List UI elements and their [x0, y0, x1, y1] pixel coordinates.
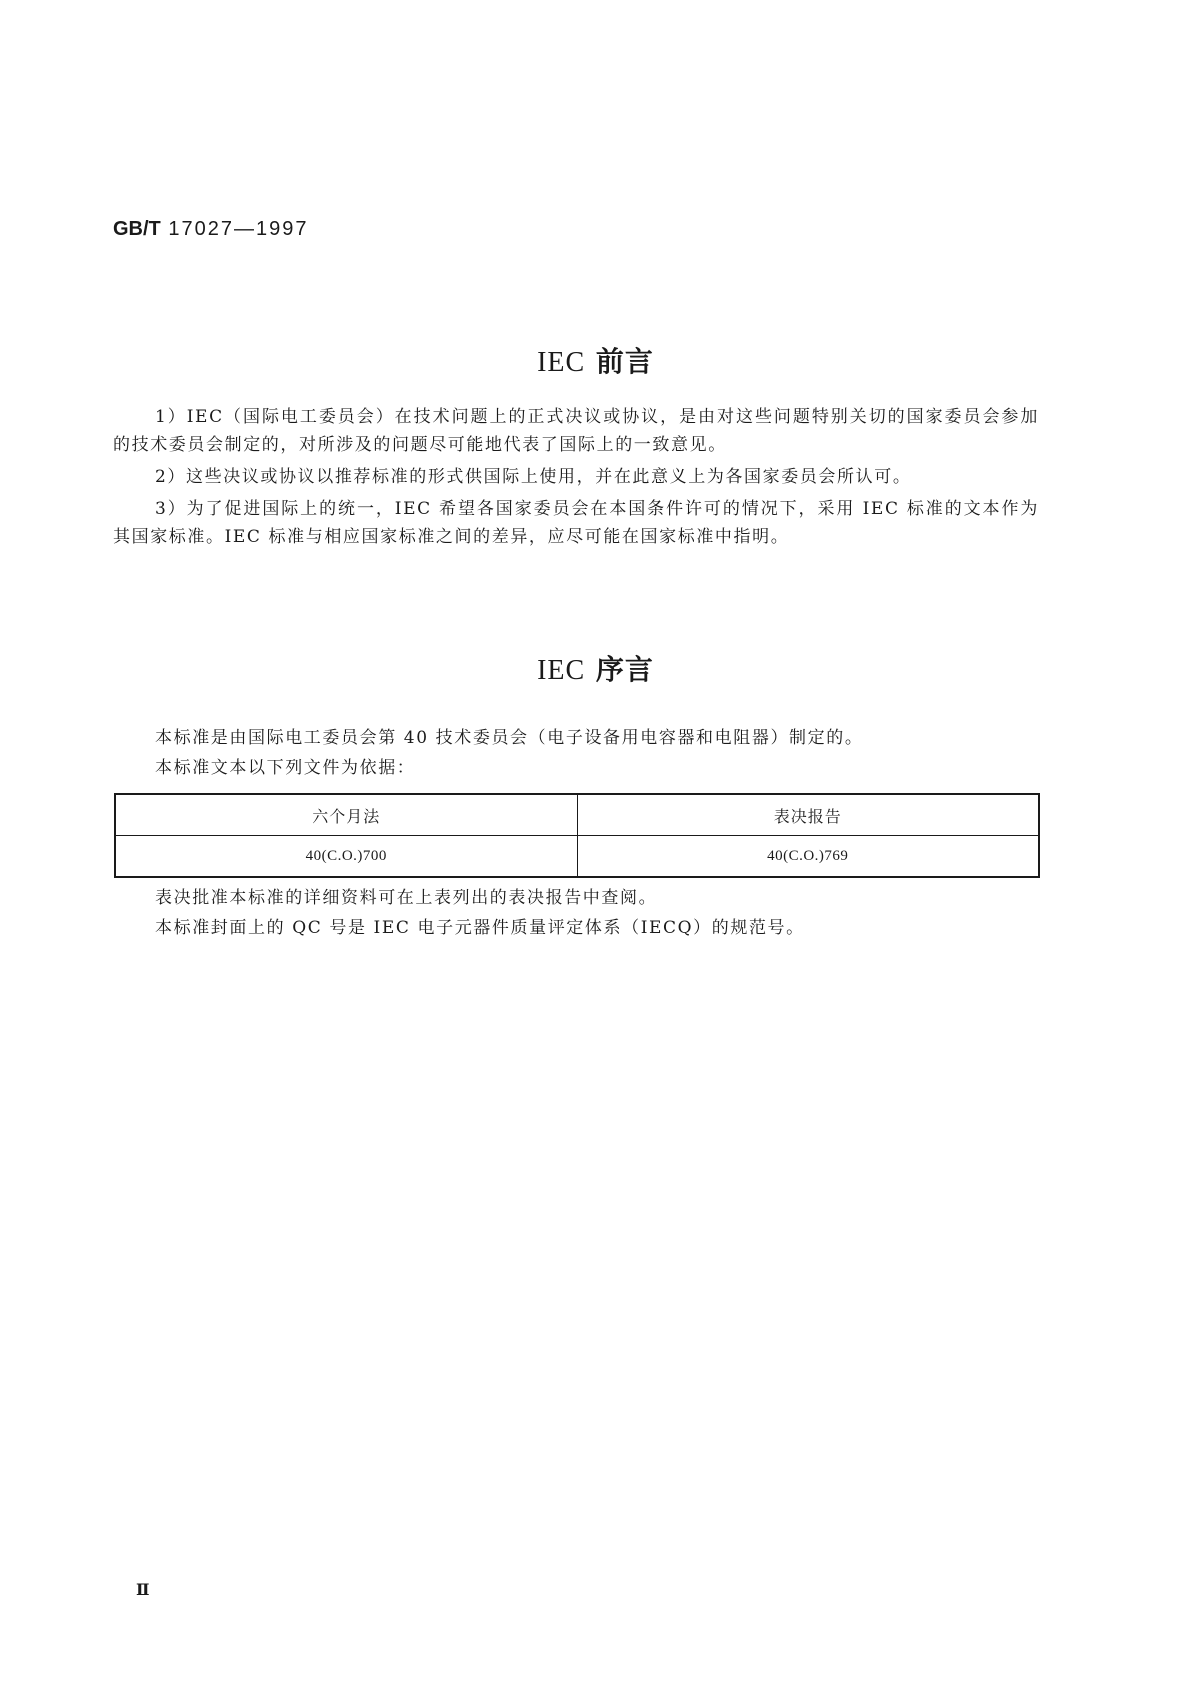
table-cell-six-month-rule: 40(C.O.)700	[115, 836, 577, 878]
foreword-item-3: 3）为了促进国际上的统一，IEC 希望各国家委员会在本国条件许可的情况下，采用 IEC 标准的文本作为其国家标准。IEC 标准与相应国家标准之间的差异，应尽可能在国家标准中指明。	[113, 499, 1039, 547]
table-cell-voting-report: 40(C.O.)769	[577, 836, 1039, 878]
foreword-title-prefix: IEC	[537, 347, 586, 378]
preface-line-3: 表决批准本标准的详细资料可在上表列出的表决报告中查阅。	[155, 888, 658, 908]
foreword-title	[0, 340, 1191, 380]
standard-number: 17027—1997	[168, 218, 309, 240]
foreword-item-2: 2）这些决议或协议以推荐标准的形式供国际上使用，并在此意义上为各国家委员会所认可。	[155, 467, 912, 487]
preface-line-2: 本标准文本以下列文件为依据：	[155, 758, 416, 778]
table-row	[115, 836, 1039, 878]
table-header-six-month-rule: 六个月法	[115, 794, 577, 836]
table-header-row	[115, 794, 1039, 836]
standard-code	[113, 218, 308, 241]
foreword-title-suffix: 前言	[595, 345, 654, 378]
preface-line-4: 本标准封面上的 QC 号是 IEC 电子元器件质量评定体系（IECQ）的规范号。	[155, 918, 805, 938]
table-header-voting-report: 表决报告	[577, 794, 1039, 836]
page-number: Ⅱ	[136, 1582, 150, 1599]
preface-line-1: 本标准是由国际电工委员会第 40 技术委员会（电子设备用电容器和电阻器）制定的。	[155, 728, 864, 748]
preface-title	[0, 648, 1191, 688]
basis-documents-table	[114, 793, 1040, 878]
foreword-item-1: 1）IEC（国际电工委员会）在技术问题上的正式决议或协议，是由对这些问题特别关切的国家委员会参加的技术委员会制定的，对所涉及的问题尽可能地代表了国际上的一致意见。	[113, 407, 1039, 455]
preface-title-suffix: 序言	[595, 653, 654, 686]
preface-title-prefix: IEC	[537, 655, 586, 686]
standard-prefix: GB/T	[113, 218, 161, 240]
